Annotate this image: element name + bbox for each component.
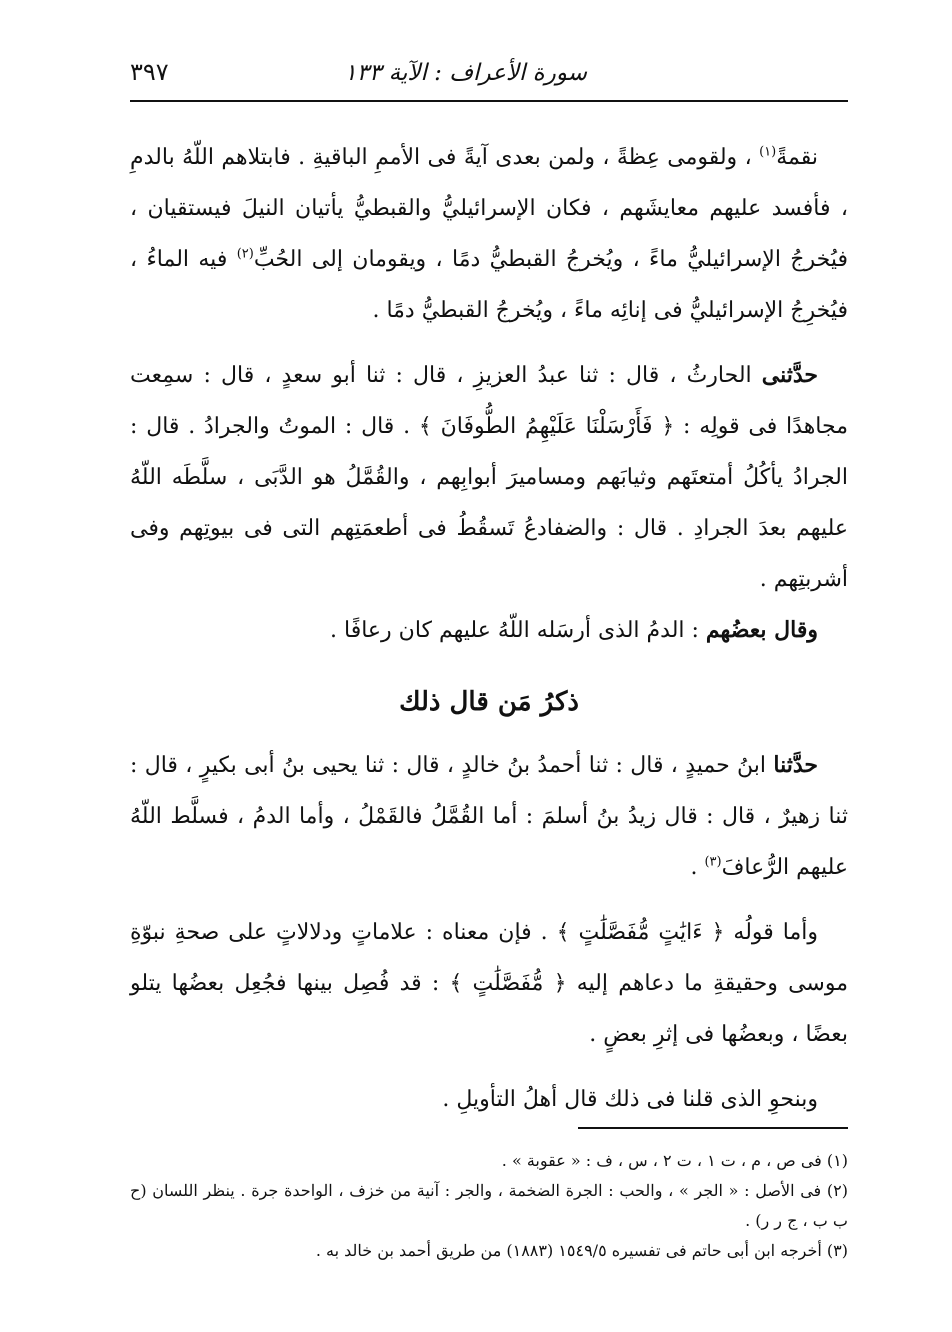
footnote-1: (١) فى ص ، م ، ت ١ ، ت ٢ ، س ، ف : « عقوبة » . [501,1151,848,1170]
paragraph-2 [130,350,848,605]
footnote-2: (٢) فى الأصل : « الجر » ، والحب : الجرة الضخمة ، والجر : آنية من خزف ، الواحدة جرة . ينظر اللسان (ح ب ب ، ج ر ر) . [130,1181,848,1230]
paragraph-6: وبنحوِ الذى قلنا فى ذلك قال أهلُ التأويلِ . [442,1087,818,1112]
narration-lead-2: حدَّثنا [773,752,819,778]
header-rule [130,100,848,102]
footnote-ref-1[interactable]: (١) [759,144,777,160]
section-heading: ذكرُ مَن قال ذلك [399,687,579,717]
running-title: سورة الأعراف : الآية ١٣٣ [344,60,587,86]
page-number: ٣٩٧ [130,58,169,86]
footnotes [130,1146,848,1266]
paragraph-3-text: : الدمُ الذى أرسَله اللّهُ عليهم كان رعافًا . [330,618,706,643]
narration-lead: حدَّثنى [761,362,818,388]
paragraph-4-end: . [690,855,705,880]
paragraph-3 [130,605,848,656]
page-header [130,52,822,96]
footnote-ref-3[interactable]: (٣) [704,854,722,870]
footnote-ref-2[interactable]: (٢) [236,246,254,262]
paragraph-1 [130,132,848,336]
paragraph-2-text: الحارثُ ، قال : ثنا عبدُ العزيزِ ، قال : ثنا أبو سعدٍ ، قال : سمِعت مجاهدًا فى قولِه : ﴿ فَأَرْسَلْنَا عَلَيْهِمُ الطُّوفَانَ ﴾ . قال : الموتُ والجرادُ . قال : الجرادُ يأكُلُ أمتعتَهم وثيابَهم ومساميرَ أبوابِهم ، والقُمَّلُ هو الدَّبَى ، سلَّطَه اللّهُ عليهم بعدَ الجرادِ . قال : والضفادعُ تَسقُطُ فى أطعمَتِهم التى فى بيوتِهم وفى أشربتِهم . [130,363,848,592]
footnote-rule [578,1127,848,1129]
paragraph-1-text-a: نقمةً [776,145,818,170]
footnote-3: (٣) أخرجه ابن أبى حاتم فى تفسيره ١٥٤٩/٥ (١٨٨٣) من طريق أحمد بن خالد به . [315,1241,848,1260]
paragraph-1-text-c: فيه الماءُ ، فيُخرِجُ الإسرائيليُّ فى إنائِه ماءً ، ويُخرجُ القبطيُّ دمًا . [130,247,848,323]
paragraph-4 [130,740,848,893]
paragraph-4-text: ابنُ حميدٍ ، قال : ثنا أحمدُ بنُ خالدٍ ، قال : ثنا يحيى بنُ أبى بكيرٍ ، قال : ثنا زهيرٌ ، قال : قال زيدُ بنُ أسلمَ : أما القُمَّلُ فالقَمْلُ ، وأما الدمُ ، فسلَّط اللّهُ عليهم الرُّعافَ [130,753,848,880]
paragraph-5: وأما قولُه ﴿ ءَايَٰتٍ مُّفَصَّلَٰتٍ ﴾ . فإن معناه : علاماتٍ ودلالاتٍ على صحةِ نبوّةِ موسى وحقيقةِ ما دعاهم إليه ﴿ مُّفَصَّلَٰتٍ ﴾ : قد فُصِل بينها فجُعِل بعضُها يتلو بعضًا ، وبعضُها فى إثرِ بعضٍ . [130,920,848,1047]
paragraph-1-text-b: ، ولقومى عِظةً ، ولمن بعدى آيةً فى الأممِ الباقيةِ . فابتلاهم اللّهُ بالدمِ ، فأفسد عليهم معايشَهم ، فكان الإسرائيليُّ والقبطيُّ يأتيان النيلَ فيستقيان ، فيُخرجُ الإسرائيليُّ ماءً ، ويُخرجُ القبطيُّ دمًا ، ويقومان إلى الحُبِّ [130,145,848,272]
opinion-lead: وقال بعضُهم [705,617,818,643]
main-text [130,132,848,1125]
